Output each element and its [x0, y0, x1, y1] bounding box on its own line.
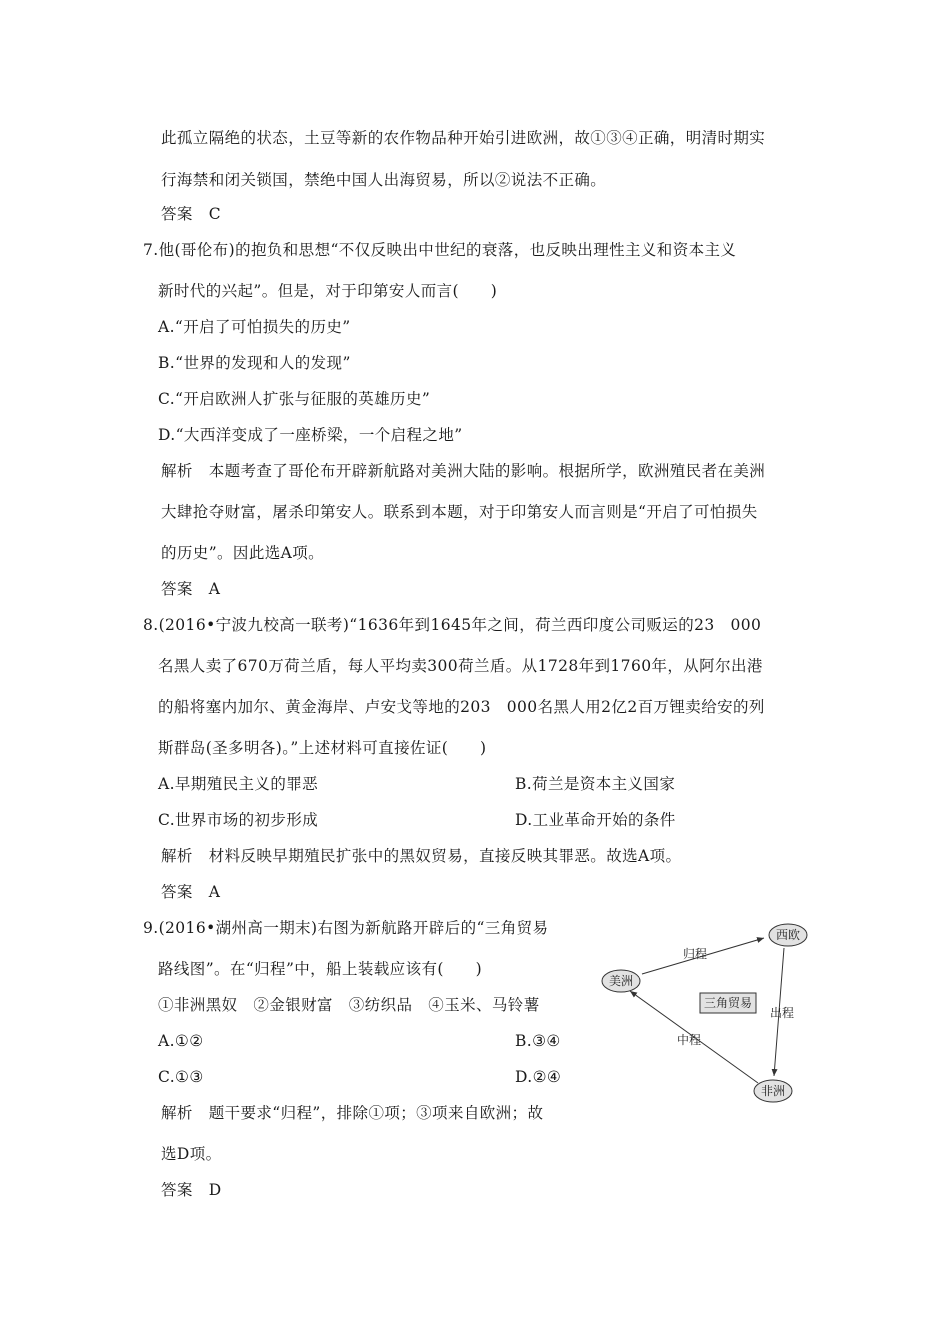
center-label-box [700, 993, 756, 1013]
center-label: 三角贸易 [703, 996, 753, 1010]
q8-analysis: 解析 材料反映早期殖民扩张中的黑奴贸易，直接反映其罪恶。故选A项。 [161, 847, 682, 865]
q9-stem-line-1: 9.(2016•湖州高一期末)右图为新航路开辟后的“三角贸易 [143, 919, 549, 937]
q7-option-c: C.“开启欧洲人扩张与征服的英雄历史” [158, 390, 431, 408]
edge-middle-label: 中程 [676, 1033, 702, 1047]
q7-stem-line-1: 7.他(哥伦布)的抱负和思想“不仅反映出中世纪的衰落，也反映出理性主义和资本主义 [143, 241, 737, 259]
edge-outbound-label: 出程 [769, 1006, 795, 1020]
q8-stem-line-3: 的船将塞内加尔、黄金海岸、卢安戈等地的203 000名黑人用2亿2百万锂卖给安的列 [158, 698, 765, 716]
q8-answer: 答案 A [161, 883, 221, 901]
q8-stem-line-4: 斯群岛(圣多明各)。”上述材料可直接佐证( ) [158, 739, 487, 757]
edge-return-label: 归程 [682, 947, 708, 961]
q7-option-a: A.“开启了可怕损失的历史” [158, 318, 351, 336]
q8-stem-line-1: 8.(2016•宁波九校高一联考)“1636年到1645年之间，荷兰西印度公司贩运的23 000 [143, 616, 762, 634]
q9-analysis-line-1: 解析 题干要求“归程”，排除①项；③项来自欧洲；故 [161, 1104, 544, 1122]
node-america-label: 美洲 [608, 974, 634, 988]
q7-answer: 答案 A [161, 580, 221, 598]
q8-option-d: D.工业革命开始的条件 [515, 811, 676, 829]
q7-stem-line-2: 新时代的兴起”。但是，对于印第安人而言( ) [158, 282, 498, 300]
prev-answer: 答案 C [161, 205, 221, 223]
node-europe [769, 924, 807, 946]
q7-analysis-line-2: 大肆抢夺财富，屠杀印第安人。联系到本题，对于印第安人而言则是“开启了可怕损失 [161, 503, 758, 521]
q9-option-a: A.①② [158, 1032, 204, 1050]
node-africa [754, 1080, 792, 1102]
q8-option-b: B.荷兰是资本主义国家 [515, 775, 676, 793]
q9-option-c: C.①③ [158, 1068, 204, 1086]
prev-analysis-line-1: 此孤立隔绝的状态，土豆等新的农作物品种开始引进欧洲，故①③④正确，明清时期实 [161, 129, 766, 147]
q9-option-b: B.③④ [515, 1032, 561, 1050]
prev-analysis-line-2: 行海禁和闭关锁国，禁绝中国人出海贸易，所以②说法不正确。 [161, 171, 607, 189]
q9-option-d: D.②④ [515, 1068, 562, 1086]
node-america [602, 970, 640, 992]
q9-stem-line-2: 路线图”。在“归程”中，船上装载应该有( ) [158, 960, 483, 978]
q7-option-d: D.“大西洋变成了一座桥梁，一个启程之地” [158, 426, 463, 444]
node-africa-label: 非洲 [760, 1084, 786, 1098]
triangle-trade-diagram [596, 916, 826, 1112]
q9-answer: 答案 D [161, 1181, 222, 1199]
node-europe-label: 西欧 [775, 928, 801, 942]
q7-option-b: B.“世界的发现和人的发现” [158, 354, 351, 372]
q9-analysis-line-2: 选D项。 [161, 1145, 222, 1163]
q8-option-a: A.早期殖民主义的罪恶 [158, 775, 319, 793]
q8-stem-line-2: 名黑人卖了670万荷兰盾，每人平均卖300荷兰盾。从1728年到1760年，从阿尔出港 [158, 657, 763, 675]
q7-analysis-line-1: 解析 本题考查了哥伦布开辟新航路对美洲大陆的影响。根据所学，欧洲殖民者在美洲 [161, 462, 766, 480]
q7-analysis-line-3: 的历史”。因此选A项。 [161, 544, 325, 562]
triangle-trade-svg [596, 916, 826, 1112]
q8-option-c: C.世界市场的初步形成 [158, 811, 319, 829]
q9-items: ①非洲黑奴 ②金银财富 ③纺织品 ④玉米、马铃薯 [158, 996, 540, 1014]
